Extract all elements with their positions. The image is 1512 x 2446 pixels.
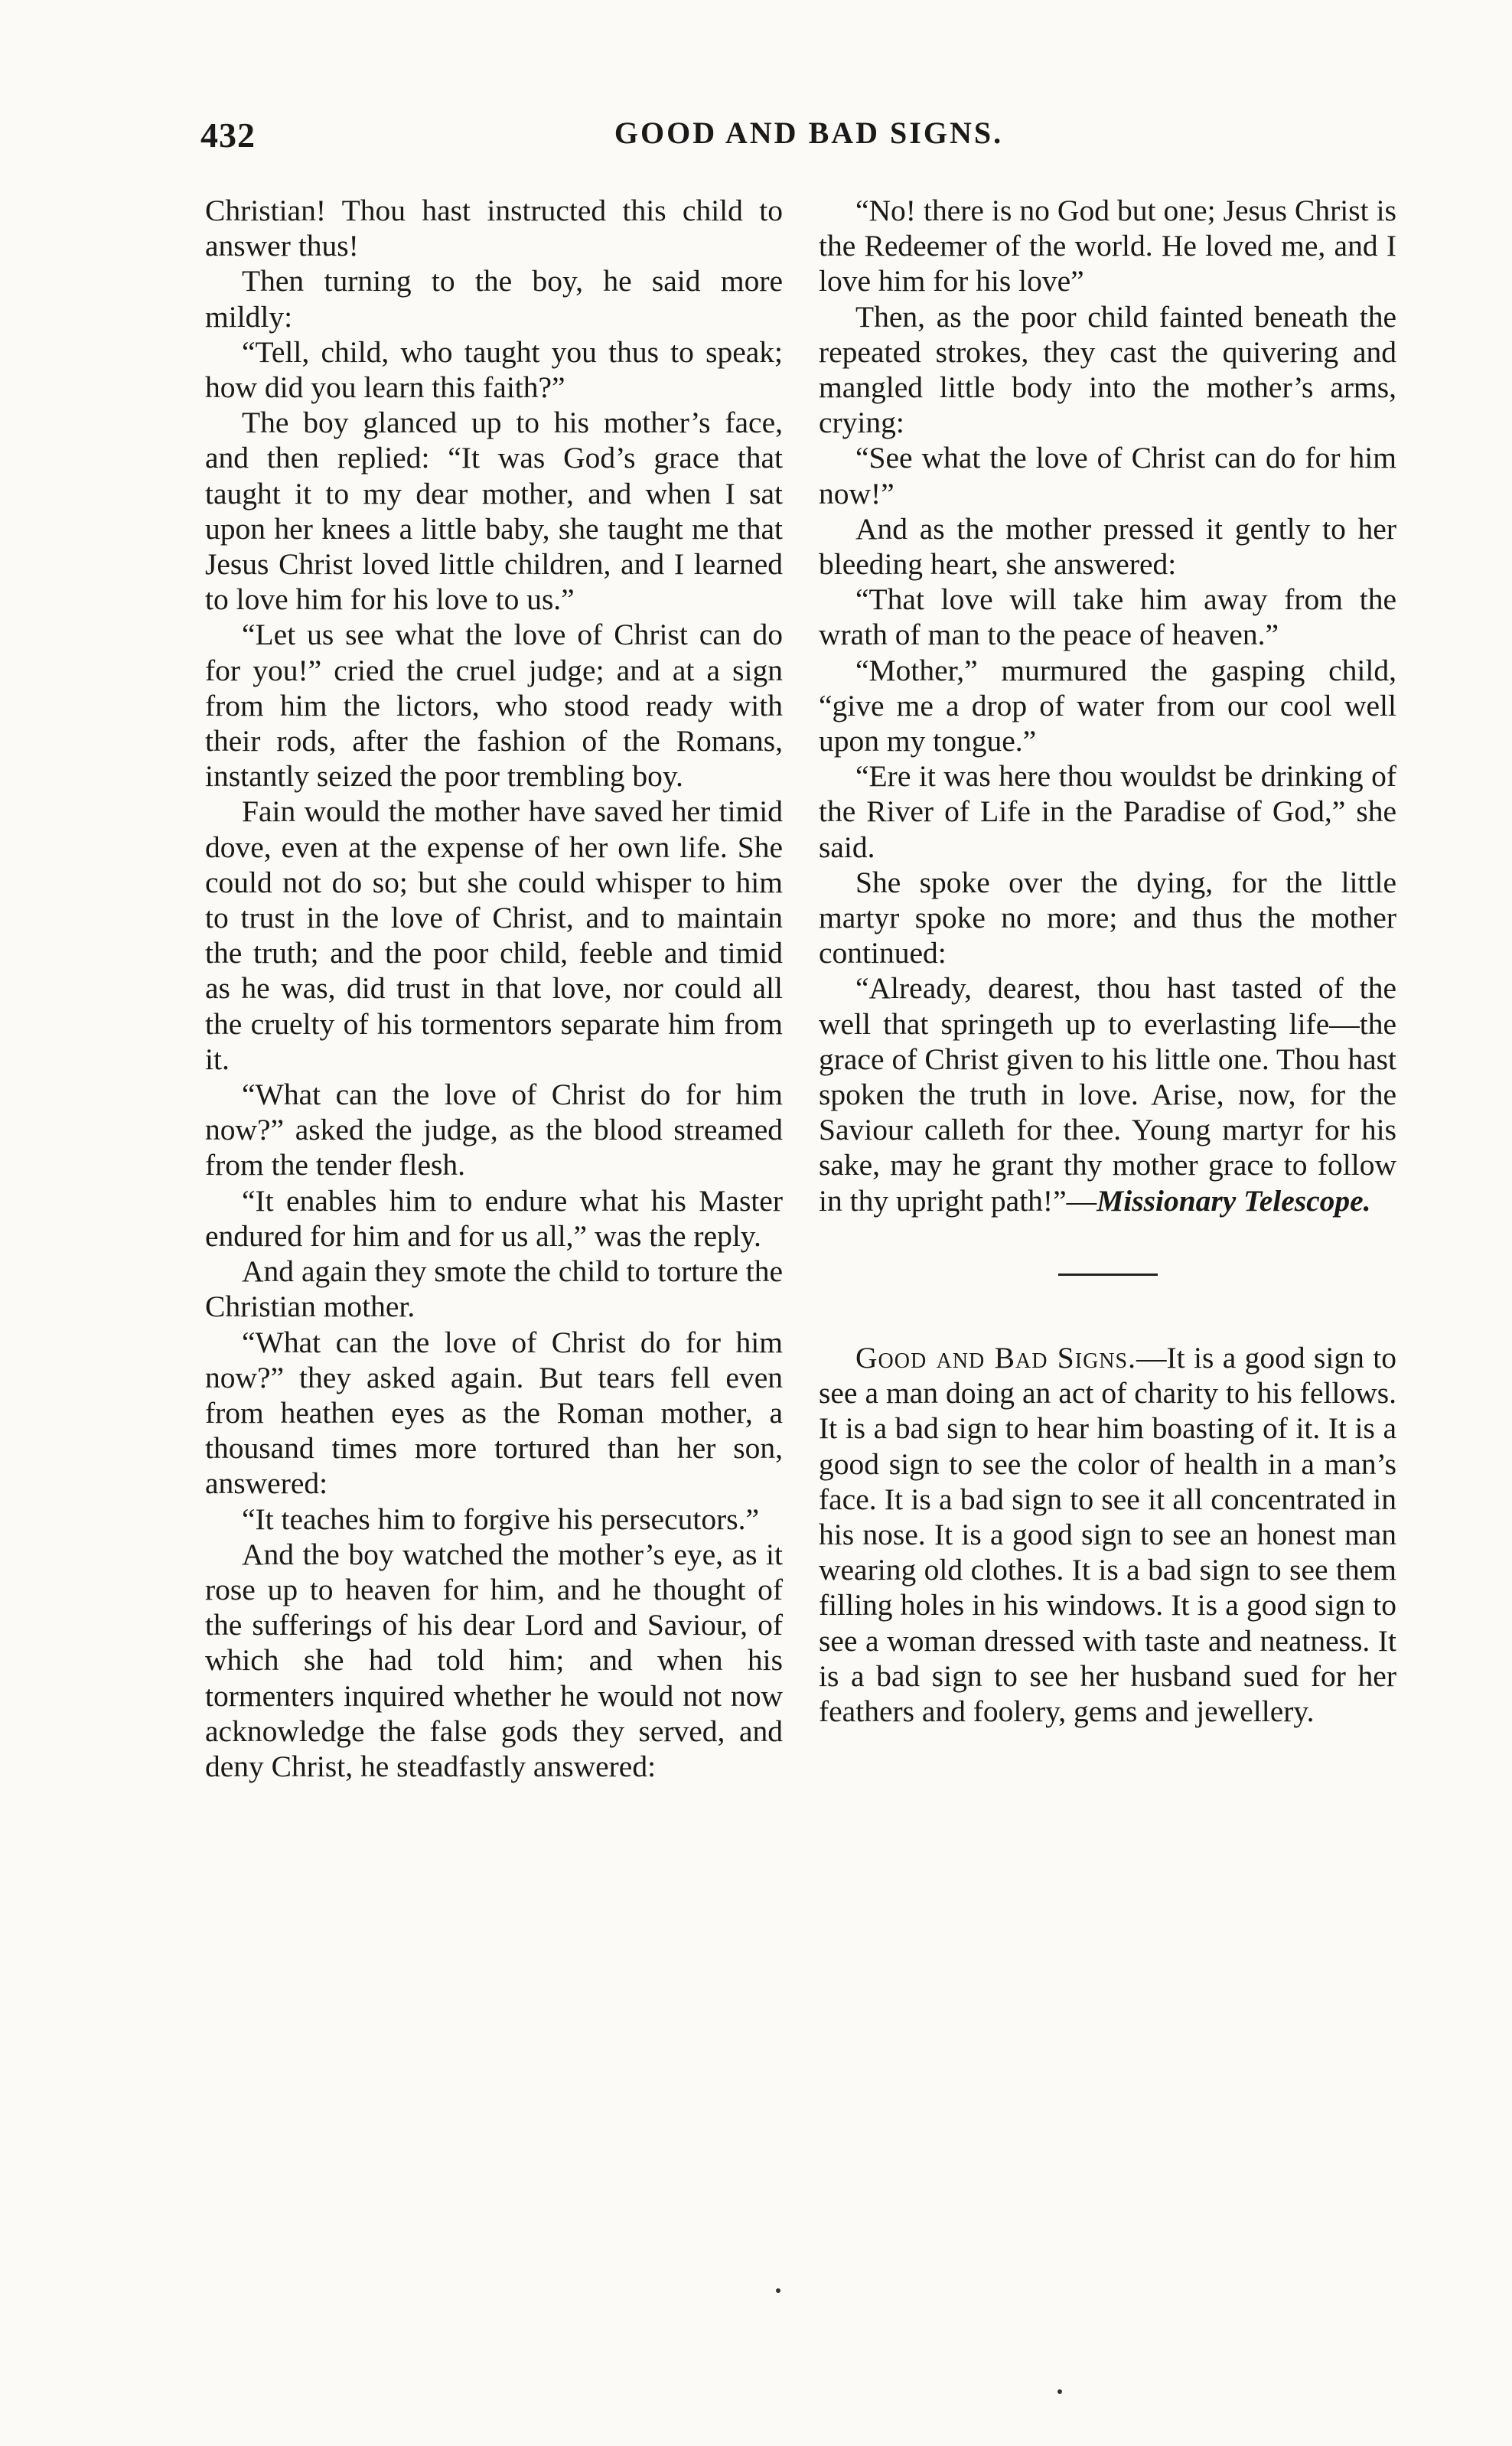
paragraph: “It enables him to endure what his Master endured for him and for us all,” was the reply. [205, 1183, 783, 1253]
paragraph: The boy glanced up to his mother’s face, and then replied: “It was God’s grace that taught it to my dear mother, and when I sat upon her knees a little baby, she taught me that Jesus Christ loved little children, and I learned to love him for his love to us.” [205, 406, 783, 617]
paragraph: “What can the love of Christ do for him now?” they asked again. But tears fell even from heathen eyes as the Roman mother, a thousand times more tortured than her son, answered: [205, 1325, 783, 1501]
paragraph: Fain would the mother have saved her timid dove, even at the expense of her own life. She could not do so; but she could whisper to him to trust in the love of Christ, and to maintain the truth; and the poor child, feeble and timid as he was, did trust in that love, nor could all the cruelty of his tormentors separate him from it. [205, 794, 783, 1076]
paragraph: She spoke over the dying, for the little martyr spoke no more; and thus the mother continued: [819, 865, 1396, 970]
page-number: 432 [200, 116, 256, 155]
paragraph: And again they smote the child to torture the Christian mother. [205, 1254, 783, 1324]
paragraph: And the boy watched the mother’s eye, as it rose up to heaven for him, and he thought of the sufferings of his dear Lord and Saviour, of which she had told him; and when his tormenters inquired whether he would not now acknowledge the false gods they served, and deny Christ, he steadfastly answered: [205, 1537, 783, 1783]
paragraph: “Tell, child, who taught you thus to speak; how did you learn this faith?” [205, 334, 783, 405]
paragraph: “That love will take him away from the wrath of man to the peace of heaven.” [819, 582, 1396, 652]
section-body: —It is a good sign to see a man doing an act of charity to his fellows. It is a bad sign to hear him boasting of it. It is a good sign to see the color of health in a man’s face. It is a bad sign to see it all concentrated in his nose. It is a good sign to see an honest man wearing old clothes. It is a bad sign to see them filling holes in his windows. It is a good sign to see a woman dressed with taste and neatness. It is a bad sign to see her husband sued for her feathers and foolery, gems and jewellery. [819, 1340, 1396, 1728]
source-citation: Missionary Telescope. [1097, 1183, 1371, 1218]
paragraph: Then, as the poor child fainted beneath the repeated strokes, they cast the quivering and mangled little body into the mother’s arms, crying: [819, 299, 1396, 440]
paragraph: Christian! Thou hast instructed this child to answer thus! [205, 194, 783, 263]
closing-paragraph [819, 970, 1396, 1218]
section-divider [1058, 1274, 1158, 1276]
paragraph: Then turning to the boy, he said more mildly: [205, 264, 783, 334]
paragraph: “See what the love of Christ can do for him now!” [819, 441, 1396, 510]
print-speck [776, 2288, 780, 2293]
right-column [819, 193, 1396, 1729]
closing-text: “Already, dearest, thou hast tasted of the well that springeth up to everlasting life—the grace of Christ given to his little one. Thou hast spoken the truth in love. Arise, now, for the Saviour calleth for thee. Young martyr for his sake, may he grant thy mother grace to follow in thy upright path!”— [819, 971, 1396, 1218]
page-header [200, 115, 1417, 161]
good-and-bad-signs-paragraph [819, 1340, 1396, 1729]
running-head: GOOD AND BAD SIGNS. [614, 116, 1004, 150]
paragraph: “Let us see what the love of Christ can do for you!” cried the cruel judge; and at a sign from him the lictors, who stood ready with their rods, after the fashion of the Romans, instantly seized the poor trembling boy. [205, 618, 783, 794]
section-title: Good and Bad Signs. [855, 1340, 1136, 1375]
paragraph: “What can the love of Christ do for him now?” asked the judge, as the blood streamed from the tender flesh. [205, 1078, 783, 1182]
paragraph: “Ere it was here thou wouldst be drinking of the River of Life in the Paradise of God,” she said. [819, 759, 1396, 864]
left-column [205, 193, 783, 1784]
paragraph: “Mother,” murmured the gasping child, “give me a drop of water from our cool well upon my tongue.” [819, 653, 1396, 758]
paragraph: “It teaches him to forgive his persecutors.” [242, 1502, 760, 1536]
paragraph: “No! there is no God but one; Jesus Christ is the Redeemer of the world. He loved me, and I love him for his love” [819, 194, 1396, 298]
paragraph: And as the mother pressed it gently to her bleeding heart, she answered: [819, 511, 1396, 582]
print-speck [1057, 2389, 1062, 2394]
